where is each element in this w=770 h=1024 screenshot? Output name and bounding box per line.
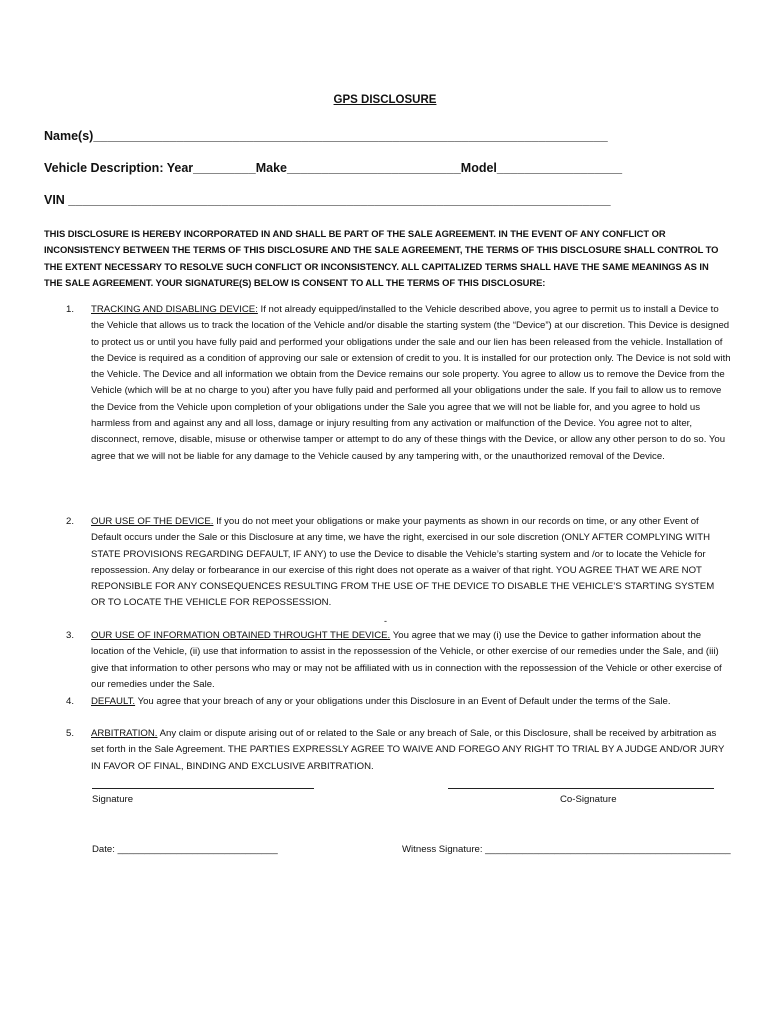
clause-number: 1. — [66, 304, 75, 315]
clause-heading: OUR USE OF THE DEVICE. — [91, 516, 214, 527]
clause-body — [91, 694, 731, 710]
document-title: GPS DISCLOSURE — [333, 94, 437, 106]
co-signature-line[interactable] — [448, 788, 714, 789]
names-field[interactable]: Name(s)__________________________________________________________________________ — [44, 129, 608, 143]
clause-text: You agree that we may (i) use the Device to gather information about the location of the Vehicle, (ii) use that information to assist in the repossession of the Vehicle, or other exercise of our remedies under the Sale, and (iii) give that information to other persons who may or may not be affiliated with us in connection with the repossession of the Vehicle or other exercise of our remedies under the Sale. — [91, 630, 722, 690]
clause-text: Any claim or dispute arising out of or related to the Sale or any breach of Sale, or this Disclosure, shall be received by arbitration as set forth in the Sale Agreement. THE PARTIES EXPRESSLY AGREE TO WAIVE AND FOREGO ANY RIGHT TO TRIAL BY A JUDGE AND/OR JURY IN FAVOR OF FINAL, BINDING AND EXCLUSIVE ARBITRATION. — [91, 728, 725, 772]
clause-tracking-device — [66, 302, 730, 465]
clause-heading: TRACKING AND DISABLING DEVICE: — [91, 304, 258, 315]
clause-use-of-device — [66, 514, 730, 612]
clause-default — [66, 694, 730, 710]
clause-text: If not already equipped/installed to the Vehicle described above, you agree to permit us to install a Device to the Vehicle that allows us to track the location of the Vehicle and/or disable the starting system (the “Device”) at our discretion. This Device is designed to protect us or until you have fully paid and performed your obligations under the sale and our lien has been released from the vehicle. Installation of the Device is required as a condition of approving our sale or extension of credit to you. It is installed for our protection only. The Device is not sold with the Vehicle. The Device and all information we obtain from the Device remains our sole property. You agree to allow us to remove the Device from the Vehicle (which will be at no charge to you) after you have fully paid and performed all your obligations under the sale. If you fail to allow us to remove the Device from the Vehicle upon completion of your obligations under the Sale you agree that we will not be liable for, and you agree to hold us harmless from and against any and all loss, damage or injury resulting from any activation or malfunction of the Device. You agree not to alter, disconnect, remove, disable, misuse or otherwise tamper or attempt to do any of these things with the Device, or allow any other person to do so. You agree that we will not be liable for any damage to the Vehicle caused by any tampering with, or the unauthorized removal of the Device. — [91, 304, 731, 462]
clause-text: If you do not meet your obligations or make your payments as shown in our records on time, or any other Event of Default occurs under the Sale or this Disclosure at any time, we have the right, exercised in our sole discretion (ONLY AFTER COMPLYING WITH STATE PROVISIONS REGARDING DEFAULT, IF ANY) to use the Device to disable the Vehicle’s starting system and /or to locate the Vehicle for repossession. Any delay or forbearance in our exercise of this right does not operate as a waiver of that right. YOU AGREE THAT WE ARE NOT REPONSIBLE FOR ANY CONSEQUENCES RESULTING FROM THE USE OF THE DEVICE TO DISABLE THE VEHICLE’S STARTING SYSTEM OR TO LOCATE THE VEHICLE FOR REPOSSESSION. — [91, 516, 715, 609]
vin-field[interactable]: VIN ______________________________________________________________________________ — [44, 193, 611, 207]
clause-body — [91, 302, 731, 465]
clause-heading: ARBITRATION. — [91, 728, 158, 739]
witness-signature-field[interactable]: Witness Signature: ______________________________________________ — [402, 844, 731, 855]
clause-use-of-information — [66, 628, 730, 693]
stray-dash-mark: - — [384, 616, 387, 626]
clause-body — [91, 726, 731, 775]
signature-label: Signature — [92, 794, 134, 805]
vehicle-description-field[interactable]: Vehicle Description: Year_________Make_________________________Model__________________ — [44, 161, 623, 175]
signature-line[interactable] — [92, 788, 314, 789]
clause-arbitration — [66, 726, 730, 775]
clause-body — [91, 628, 731, 693]
clause-text: You agree that your breach of any or your obligations under this Disclosure in an Event of Default under the terms of the Sale. — [135, 696, 671, 707]
clause-number: 5. — [66, 728, 75, 739]
clause-number: 3. — [66, 630, 75, 641]
clause-number: 4. — [66, 696, 75, 707]
date-field[interactable]: Date: ______________________________ — [92, 844, 278, 855]
clause-heading: OUR USE OF INFORMATION OBTAINED THROUGHT THE DEVICE. — [91, 630, 391, 641]
incorporation-notice: THIS DISCLOSURE IS HEREBY INCORPORATED IN AND SHALL BE PART OF THE SALE AGREEMENT. IN THE EVENT OF ANY CONFLICT OR INCONSISTENCY BETWEEN THE TERMS OF THIS DISCLOSURE AND THE SALE AGREEMENT, THE TERMS OF THIS DISCLOSURE SHALL CONTROL TO THE EXTENT NECESSARY TO RESOLVE SUCH CONFLICT OR INCONSISTENCY. ALL CAPITALIZED TERMS SHALL HAVE THE SAME MEANINGS AS IN THE SALE AGREEMENT. YOUR SIGNATURE(S) BELOW IS CONSENT TO ALL THE TERMS OF THIS DISCLOSURE: — [44, 228, 719, 288]
clause-body — [91, 514, 731, 612]
clause-heading: DEFAULT. — [91, 696, 136, 707]
co-signature-label: Co-Signature — [560, 794, 617, 805]
clause-number: 2. — [66, 516, 75, 527]
